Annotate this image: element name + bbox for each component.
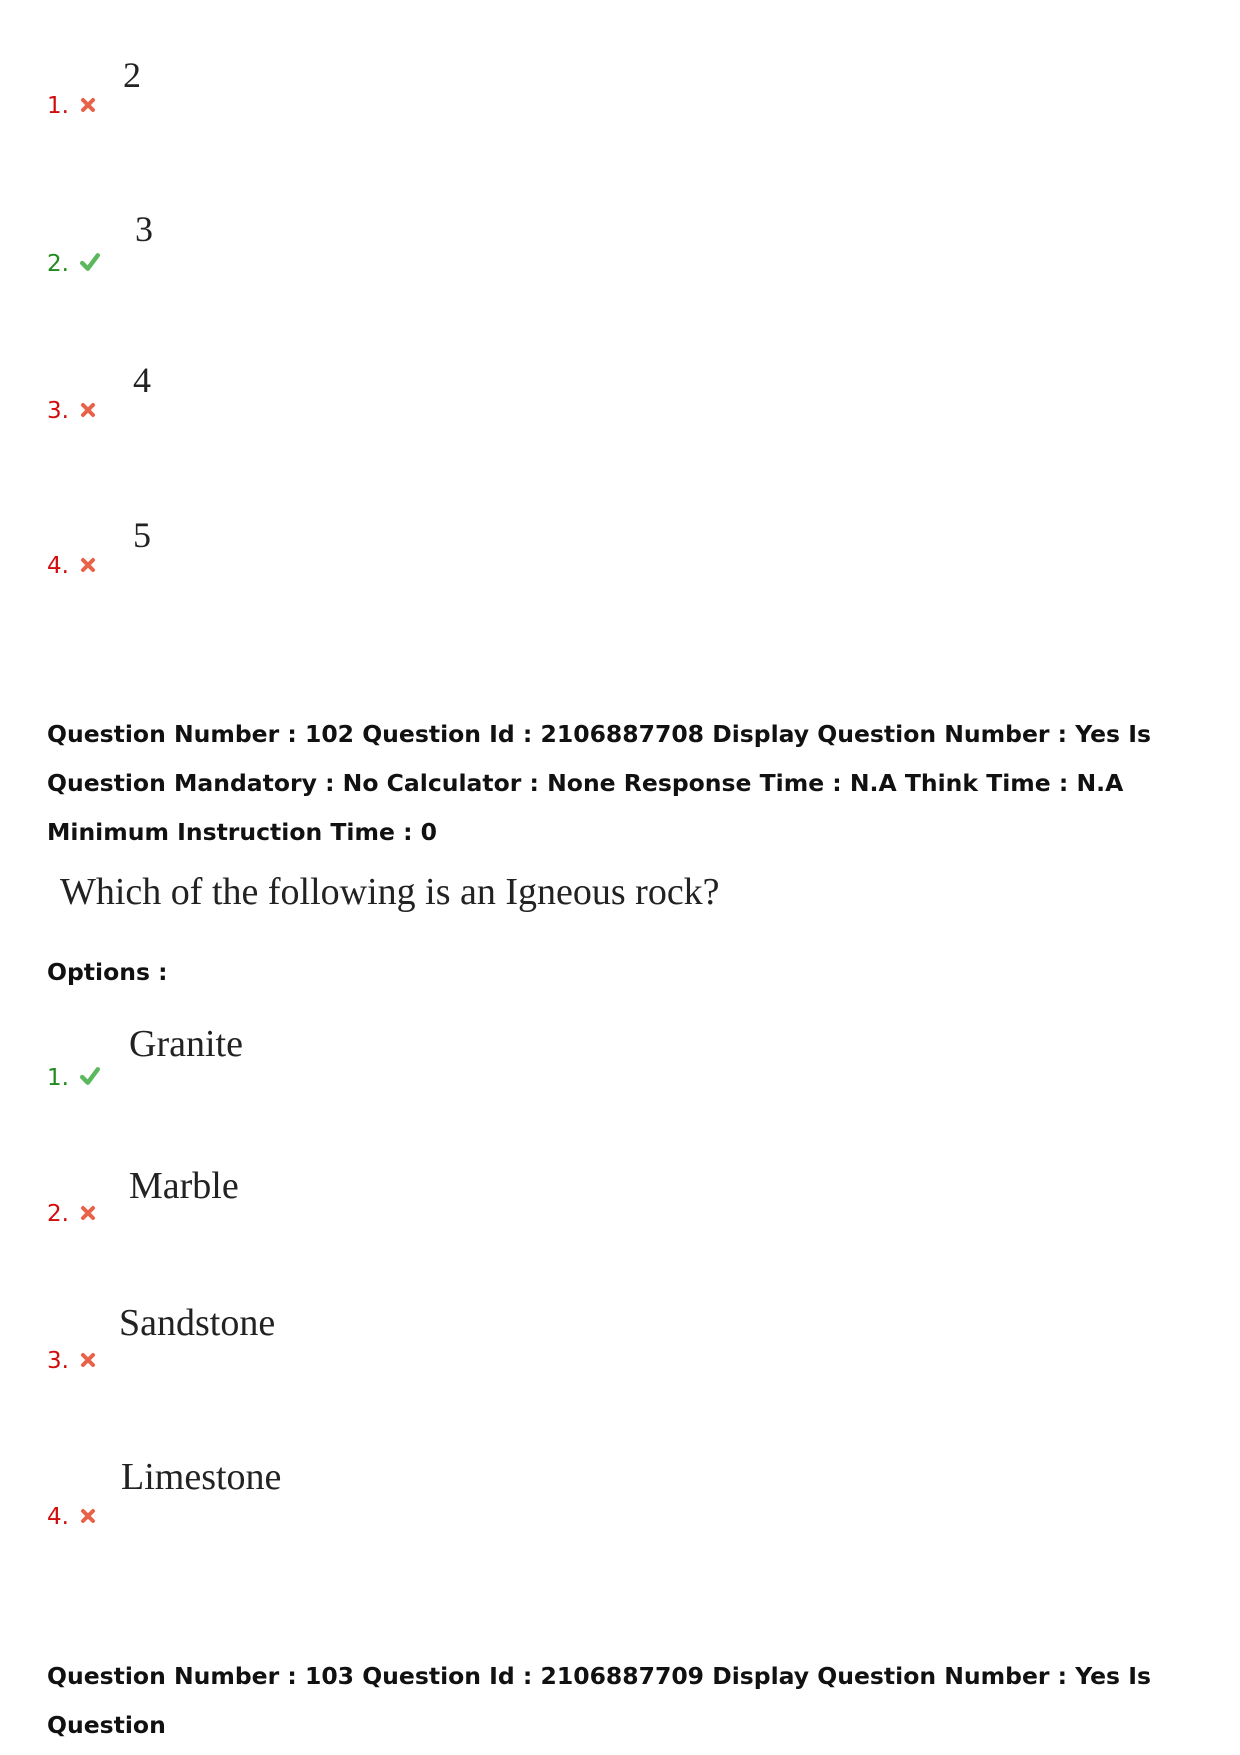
option-number: 4.	[47, 1504, 69, 1530]
option-row	[47, 335, 647, 425]
option-row	[47, 1285, 647, 1375]
cross-icon	[79, 1204, 97, 1222]
option-number: 2.	[47, 251, 69, 277]
question-meta: Question Number : 103 Question Id : 2106887709 Display Question Number : Yes Is Question	[47, 1662, 1151, 1739]
option-text: 3	[135, 209, 153, 249]
cross-icon	[79, 556, 97, 574]
option-row	[47, 188, 647, 278]
question-text: Which of the following is an Igneous rock?	[60, 871, 720, 913]
cross-icon	[79, 96, 97, 114]
option-text: Sandstone	[119, 1302, 276, 1344]
option-text: Marble	[129, 1165, 239, 1207]
option-row	[47, 1441, 647, 1531]
option-text: Limestone	[121, 1456, 282, 1498]
option-number: 3.	[47, 398, 69, 424]
options-label: Options :	[47, 958, 168, 986]
option-number: 4.	[47, 553, 69, 579]
check-icon	[79, 1066, 101, 1086]
question-meta: Question Number : 102 Question Id : 2106887708 Display Question Number : Yes Is Question Mandatory : No Calculator : None Response Time : N.A Think Time : N.A Minimum Instruction Time : 0	[47, 720, 1151, 846]
option-row	[47, 490, 647, 580]
option-row	[47, 30, 647, 120]
cross-icon	[79, 1507, 97, 1525]
option-row	[47, 1138, 647, 1228]
option-number: 1.	[47, 93, 69, 119]
cross-icon	[79, 401, 97, 419]
option-text: Granite	[129, 1023, 243, 1065]
option-text: 4	[133, 360, 151, 400]
option-number: 3.	[47, 1348, 69, 1374]
option-text: 2	[123, 55, 141, 95]
check-icon	[79, 252, 101, 272]
option-row	[47, 1002, 647, 1092]
cross-icon	[79, 1351, 97, 1369]
option-text: 5	[133, 515, 151, 555]
option-number: 2.	[47, 1201, 69, 1227]
option-number: 1.	[47, 1065, 69, 1091]
